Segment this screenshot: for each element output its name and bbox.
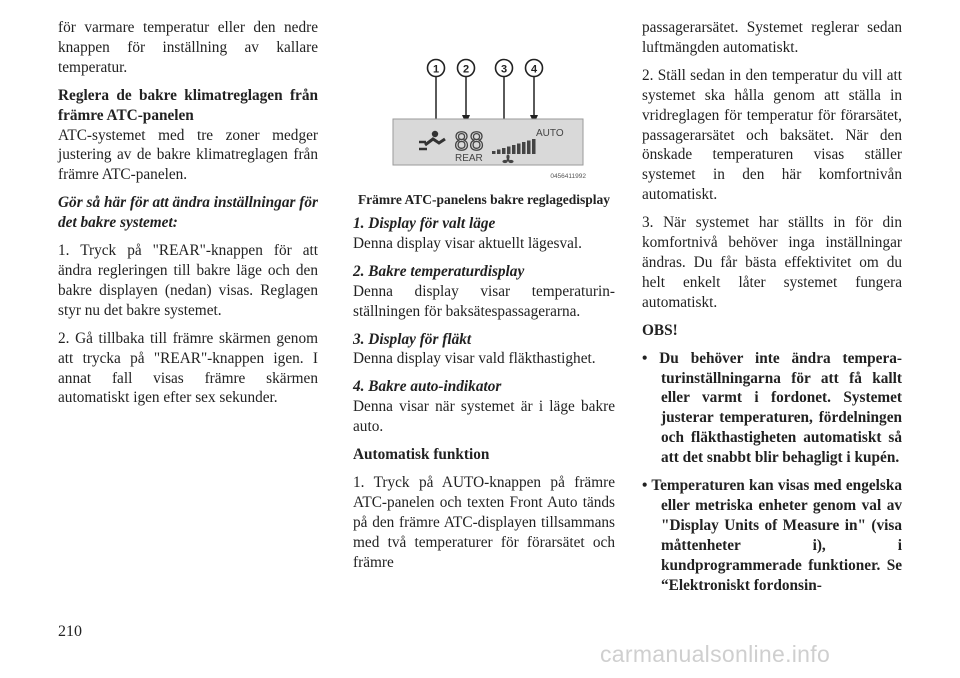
rear-display-figure <box>353 18 615 183</box>
callout-4 <box>526 60 543 125</box>
watermark: carmanualsonline.info <box>600 641 831 667</box>
callout-2 <box>458 60 475 125</box>
step-2: 2. Gå tillbaka till främre skärmen genom att trycka på "REAR"-knappen igen. I annat fall visas främre skärmen automatiskt igen efter sex sekunder. <box>58 329 318 407</box>
page-number: 210 <box>58 623 82 640</box>
step-1: 1. Tryck på "REAR"-knappen för att ändra regleringen till bakre läge och den bakre displayen (nedan) visas. Reglagen styr nu det bakre systemet. <box>58 242 318 319</box>
right-column <box>642 18 902 603</box>
svg-text:1: 1 <box>432 63 440 76</box>
section-heading-auto: Automatisk funktion <box>353 446 490 464</box>
paragraph: passagerarsätet. Systemet reglerar sedan luftmängden automatiskt. <box>642 19 902 56</box>
item-text-3: Denna display visar vald fläkthastighet. <box>353 350 596 368</box>
figure-code: 0456411992 <box>550 173 586 180</box>
rear-temperature-digits: 88 <box>454 127 485 156</box>
auto-indicator: AUTO <box>536 128 564 139</box>
note-bullet-1: • Du behöver inte ändra temperaturinställningarna för att få kallt eller varmt i fordonet. Systemet justerar temperaturen, fördelningen och fläkthastigheten automatiskt så att det snabbt blir behagligt i kupén. <box>642 349 902 467</box>
item-text-4: Denna visar när systemet är i läge bakre auto. <box>353 398 615 436</box>
item-heading-2: 2. Bakre temperaturdisplay <box>353 262 525 280</box>
note-heading: OBS! <box>642 321 678 339</box>
item-text-2: Denna display visar temperaturinställningen för baksätespassagerarna. <box>353 282 615 320</box>
subsection-heading: Gör så här för att ändra inställningar för det bakre systemet: <box>58 194 318 232</box>
rear-label: REAR <box>455 153 483 164</box>
left-column <box>58 18 318 416</box>
figure-caption: Främre ATC-panelens bakre reglagedisplay <box>357 192 611 207</box>
item-heading-4: 4. Bakre auto-indikator <box>353 378 502 396</box>
item-heading-1: 1. Display för valt läge <box>353 215 496 232</box>
note-bullet-2: • Temperaturen kan visas med engelska eller metriska enheter genom val av "Display Units of Measure in" (visa måttenheter i), i kundprogrammerade funktioner. Se “Elektroniskt fordonsin- <box>642 477 902 594</box>
svg-text:2: 2 <box>462 63 470 76</box>
middle-column <box>353 18 615 581</box>
item-heading-3: 3. Display för fläkt <box>353 330 472 348</box>
paragraph: ATC-systemet med tre zoner medger justering av de bakre klimatreglagen från främre ATC-panelen. <box>58 126 318 184</box>
auto-step-1: 1. Tryck på AUTO-knappen på främre ATC-panelen och texten Front Auto tänds på den främre ATC-displayen tillsammans med två temperaturer för förarsätet och främre <box>353 473 615 571</box>
svg-text:4: 4 <box>530 63 538 76</box>
auto-step-2: 2. Ställ sedan in den temperatur du vill att systemet ska hålla genom att ställa in vridreglagen för temperatur för förarsätet, passagerarsätet och baksätet. När den önskade temperaturen visas ställer systemet in den här komfortnivån automatiskt. <box>642 66 902 204</box>
item-text-1: Denna display visar aktuellt lägesval. <box>353 234 582 252</box>
paragraph: för varmare temperatur eller den nedre knappen för inställning av kallare temperatur. <box>58 19 318 76</box>
rear-display-illustration <box>353 18 615 183</box>
section-heading: Reglera de bakre klimatreglagen från främre ATC-panelen <box>58 86 318 124</box>
svg-text:3: 3 <box>500 63 508 76</box>
auto-step-3: 3. När systemet har ställts in för din komfortnivå behöver inga inställningar ändras. Du får bästa effektivitet om du helt enkelt låter systemet fungera automatiskt. <box>642 214 902 311</box>
